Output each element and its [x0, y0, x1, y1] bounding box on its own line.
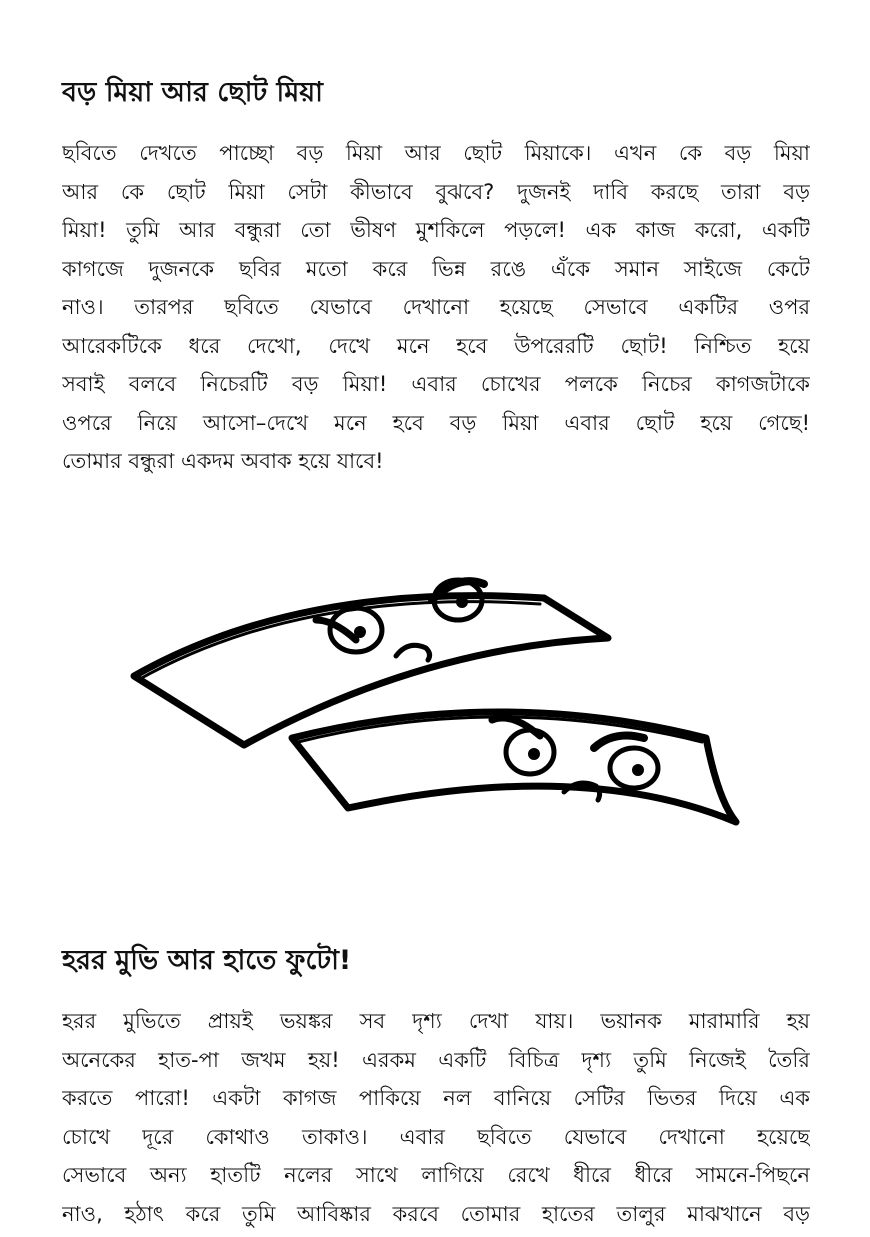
angry-cards-illusion-icon	[120, 560, 770, 880]
paragraph-line: চোখে দূরে কোথাও তাকাও। এবার ছবিতে যেভাবে দেখানো হয়েছে	[62, 1124, 810, 1149]
paragraph-line: নাও। তারপর ছবিতে যেভাবে দেখানো হয়েছে সেভাবে একটির ওপর	[62, 295, 810, 319]
paragraph-line: ছবিতে দেখতে পাচ্ছো বড় মিয়া আর ছোট মিয়াকে। এখন কে বড় মিয়া	[62, 141, 810, 165]
paragraph-line: করতে পারো! একটা কাগজ পাকিয়ে নল বানিয়ে সেটির ভিতর দিয়ে এক	[62, 1086, 810, 1110]
paragraph-line: মিয়া! তুমি আর বন্ধুরা তো ভীষণ মুশকিলে পড়লে! এক কাজ করো, একটি	[62, 218, 810, 242]
section-title-horror-movie: হরর মুভি আর হাতে ফুটো!	[62, 945, 352, 976]
section-title-bara-miya: বড় মিয়া আর ছোট মিয়া	[62, 77, 324, 108]
paragraph-line: সবাই বলবে নিচেরটি বড় মিয়া! এবার চোখের পলকে নিচের কাগজটাকে	[62, 372, 810, 396]
paragraph-line: সেভাবে অন্য হাতটি নলের সাথে লাগিয়ে রেখে ধীরে ধীরে সামনে-পিছনে	[62, 1163, 810, 1187]
paragraph-line: অনেকের হাত-পা জখম হয়! এরকম একটি বিচিত্র দৃশ্য তুমি নিজেই তৈরি	[62, 1047, 810, 1072]
top-card-mouth	[396, 645, 430, 660]
paragraph-horror-movie	[62, 1002, 810, 1233]
paragraph-line: ওপরে নিয়ে আসো–দেখে মনে হবে বড় মিয়া এবার ছোট হয়ে গেছে!	[62, 410, 810, 435]
paragraph-line: নাও, হঠাৎ করে তুমি আবিষ্কার করবে তোমার হাতের তালুর মাঝখানে বড়	[62, 1201, 810, 1226]
paragraph-line: কাগজে দুজনকে ছবির মতো করে ভিন্ন রঙে এঁকে সমান সাইজে কেটে	[62, 256, 810, 281]
paragraph-line: আরেকটিকে ধরে দেখো, দেখে মনে হবে উপরেরটি ছোট! নিশ্চিত হয়ে	[62, 333, 810, 358]
paragraph-line: হরর মুভিতে প্রায়ই ভয়ঙ্কর সব দৃশ্য দেখা যায়। ভয়ানক মারামারি হয়	[62, 1009, 810, 1033]
paragraph-line: তোমার বন্ধুরা একদম অবাক হয়ে যাবে!	[62, 449, 384, 473]
paragraph-bara-miya	[62, 134, 810, 481]
top-card-left-brow	[316, 620, 356, 640]
paragraph-line: আর কে ছোট মিয়া সেটা কীভাবে বুঝবে? দুজনই দাবি করছে তারা বড়	[62, 179, 810, 204]
